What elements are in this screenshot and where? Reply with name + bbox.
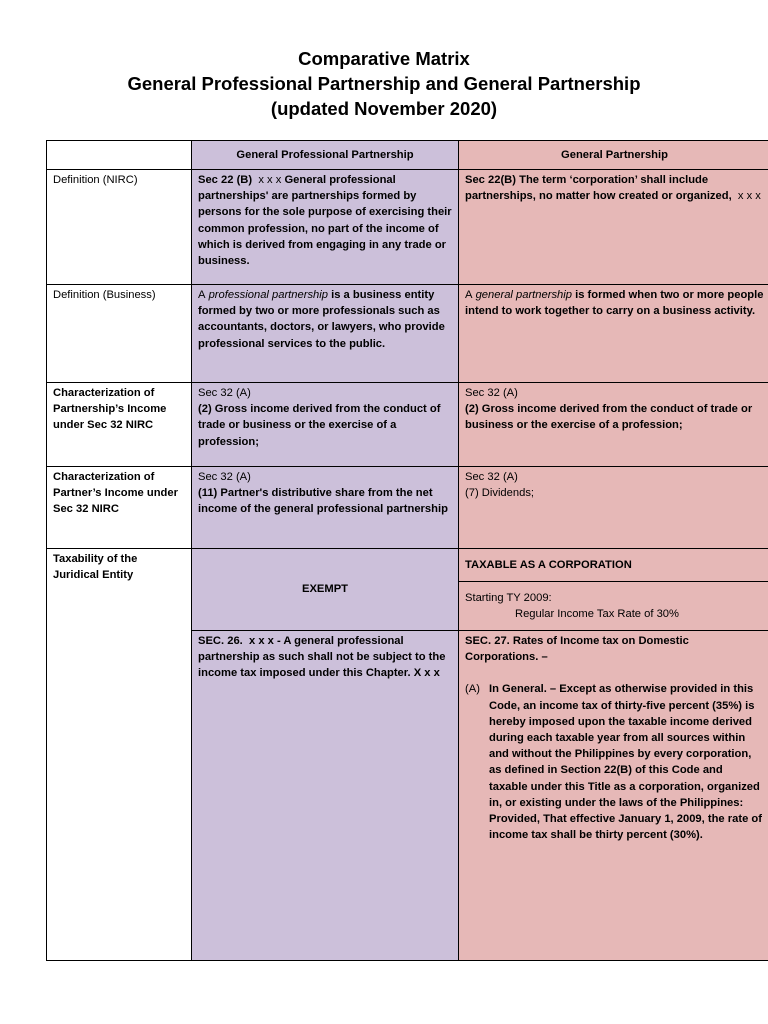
definition-text: is a business entity formed by two or more professionals such as accountants, doctors, or lawyers, who provide professional services to the public. (198, 289, 445, 350)
article-text: A (465, 289, 473, 301)
header-gpp: General Professional Partnership (192, 141, 459, 170)
row-characterization-partnership (47, 383, 768, 467)
definition-text: The term ‘corporation’ shall include partnerships, no matter how created or organized, (465, 174, 732, 203)
rate-text: Regular Income Tax Rate of 30% (515, 608, 679, 620)
comparative-matrix-table (46, 140, 768, 961)
row-taxability-status (47, 549, 768, 582)
row-characterization-partner (47, 467, 768, 549)
gp-rate-cell (459, 582, 768, 631)
section-text: (2) Gross income derived from the conduct of trade or business or the exercise of a profession; (198, 403, 441, 448)
row-label: Definition (Business) (47, 285, 192, 383)
gpp-definition-nirc-cell (192, 170, 459, 285)
row-label: Characterization of Partner’s Income under Sec 32 NIRC (47, 467, 192, 549)
document-title (0, 46, 768, 121)
section-ref: Sec 32 (A) (198, 471, 251, 483)
start-year-text: Starting TY 2009: (465, 591, 552, 604)
article-text: A (198, 289, 206, 301)
section-ref: Sec 32 (A) (465, 387, 518, 399)
gp-taxable-cell: TAXABLE AS A CORPORATION (459, 549, 768, 582)
term-text: professional partnership (208, 289, 328, 301)
gp-definition-business-cell (459, 285, 768, 383)
list-item (465, 681, 764, 843)
definition-text: is formed when two or more people intend to work together to carry on a business activity. (465, 289, 764, 318)
section-title: SEC. 27. Rates of Income tax on Domestic Corporations. – (465, 635, 689, 664)
section-ref: Sec 32 (A) (198, 387, 251, 399)
row-label: Characterization of Partnership’s Income under Sec 32 NIRC (47, 383, 192, 467)
section-ref: SEC. 26. (198, 635, 243, 647)
section-text: x x x - A general professional partnership as such shall not be subject to the income tax imposed under this Chapter. X x x (198, 635, 446, 680)
section-ref: Sec 22 (B) (198, 174, 253, 186)
row-definition-business (47, 285, 768, 383)
gp-char-partner-cell (459, 467, 768, 549)
row-definition-nirc (47, 170, 768, 285)
gpp-char-partnership-cell (192, 383, 459, 467)
gpp-definition-business-cell (192, 285, 459, 383)
section-ref: Sec 22(B) (465, 174, 516, 186)
gp-char-partnership-cell (459, 383, 768, 467)
term-text: general partnership (475, 289, 572, 301)
gp-sec27-cell (459, 631, 768, 961)
list-item-text: In General. – Except as otherwise provided in this Code, an income tax of thirty-five percent (35%) is hereby imposed upon the taxable income derived during each taxable year from all sources within and without the Philippines by every corporation, as defined in Section 22(B) of this Code and taxable under this Title as a corporation, organized in, or existing under the laws of the Philippines: Provided, That effective January 1, 2009, the rate of income tax shall be thirty percent (30%). (489, 683, 762, 842)
section-text: (2) Gross income derived from the conduct of trade or business or the exercise of a profession; (465, 403, 753, 432)
title-line-1: Comparative Matrix (298, 48, 470, 69)
definition-text: General professional partnerships' are partnerships formed by persons for the sole purpose of exercising their common profession, no part of the income of which is derived from engaging in any trade or business. (198, 174, 452, 268)
header-blank-cell (47, 141, 192, 170)
gpp-exempt-cell: EXEMPT (192, 549, 459, 631)
gpp-char-partner-cell (192, 467, 459, 549)
ellipsis-text: x x x (258, 174, 282, 186)
title-line-2: General Professional Partnership and General Partnership (127, 73, 641, 94)
section-text: (11) Partner's distributive share from the net income of the general professional partnership (198, 487, 448, 516)
row-label: Definition (NIRC) (47, 170, 192, 285)
gp-definition-nirc-cell (459, 170, 768, 285)
title-line-3: (updated November 2020) (270, 98, 498, 119)
ellipsis-text: x x x (737, 190, 761, 203)
section-text: (7) Dividends; (465, 487, 535, 500)
header-gp: General Partnership (459, 141, 768, 170)
header-row (47, 141, 768, 170)
section-ref: Sec 32 (A) (465, 471, 518, 483)
list-marker: (A) (465, 683, 480, 696)
gpp-sec26-cell (192, 631, 459, 961)
row-label: Taxability of the Juridical Entity (47, 549, 192, 961)
